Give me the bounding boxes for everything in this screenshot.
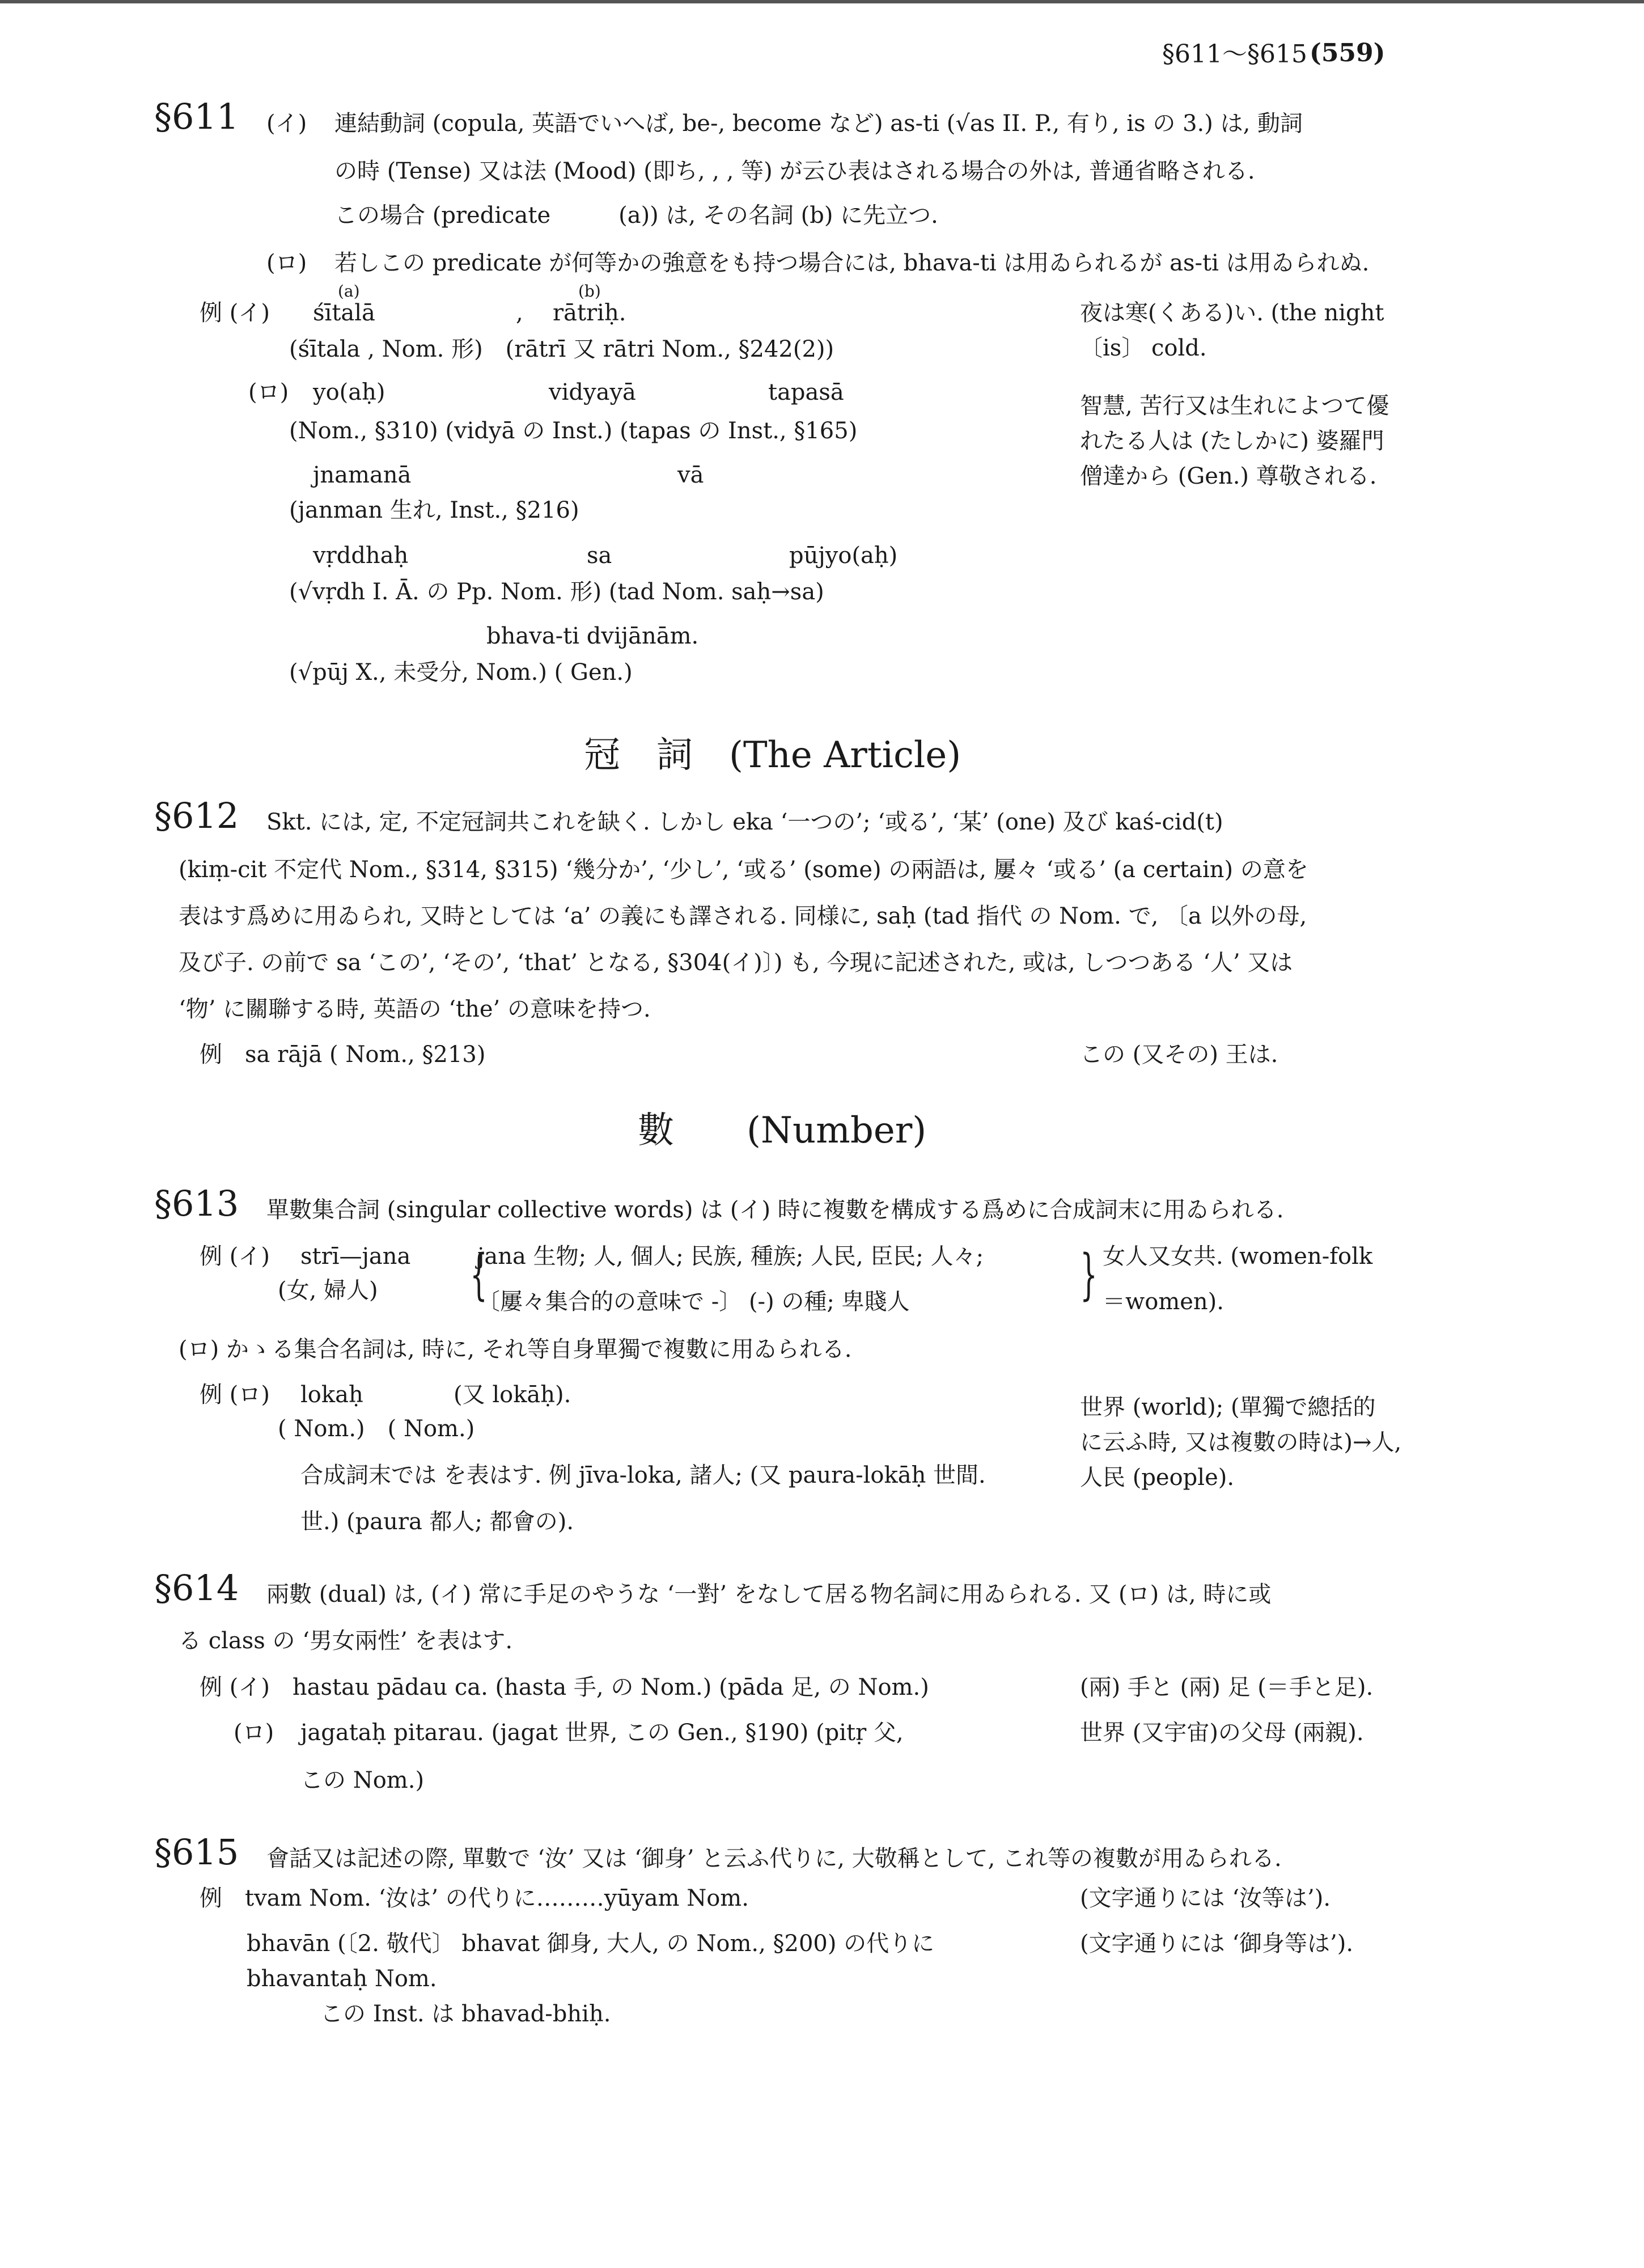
scan-top-edge xyxy=(0,0,1644,3)
section-614-number: §614 xyxy=(154,1567,239,1609)
s611-ro-example-mark: (ロ) xyxy=(248,379,289,405)
s611-sup-b: (b) xyxy=(578,282,601,301)
s611-gloss-1: (śītala , Nom. 形) (rātrī 又 rātri Nom., §242(2)) xyxy=(289,336,834,362)
s612-line-2: (kiṃ-cit 不定代 Nom., §314, §315) ‘幾分か’, ‘少し’, ‘或る’ (some) の兩語は, 屢々 ‘或る’ (a certain) の意を xyxy=(179,857,1308,883)
heading-article: 冠 詞 (The Article) xyxy=(584,734,961,776)
s611-line-1: 連結動詞 (copula, 英語でいへば, be-, become など) as-ti (√as II. P., 有り, is の 3.) は, 動詞 xyxy=(334,111,1303,137)
s611-ro-mark: (ロ) xyxy=(266,250,307,276)
s613-translation-1b: ＝women). xyxy=(1103,1289,1224,1315)
header-page-number: (559) xyxy=(1310,39,1385,67)
s613-example-ro: 例 (ロ) xyxy=(200,1382,270,1408)
s613-gloss-2b: 世.) (paura 都人; 都會の). xyxy=(300,1509,574,1535)
s615-translation-2: (文字通りには ‘御身等は’). xyxy=(1080,1931,1354,1957)
s615-translation-1: (文字通りには ‘汝等は’). xyxy=(1080,1885,1331,1911)
s615-example-2: bhavān (〔2. 敬代〕 bhavat 御身, 大人, の Nom., §200) の代りに xyxy=(247,1931,935,1957)
s613-lokah-gloss: ( Nom.) ( Nom.) xyxy=(278,1416,475,1442)
s611-example-label: 例 (イ) xyxy=(200,300,270,326)
s611-word-sitala: śītalā xyxy=(313,300,375,326)
s613-translation-2a: 世界 (world); (單獨で總括的 xyxy=(1080,1394,1376,1420)
s614-example-2: jagataḥ pitarau. (jagat 世界, この Gen., §190) (pitṛ 父, xyxy=(300,1720,904,1746)
s613-translation-2c: 人民 (people). xyxy=(1080,1465,1235,1491)
s615-example-3: bhavantaḥ Nom. xyxy=(247,1966,437,1992)
s612-example: 例 sa rājā ( Nom., §213) xyxy=(200,1042,486,1068)
s611-word-vidyaya: vidyayā xyxy=(549,379,636,405)
s611-word-ratrih: rātriḥ. xyxy=(553,300,626,326)
s613-jana-line-2: 〔屢々集合的の意味で -〕 (-) の種; 卑賤人 xyxy=(477,1289,910,1315)
s611-comma: , xyxy=(516,300,523,326)
s613-jana-line-1: jana 生物; 人, 個人; 民族, 種族; 人民, 臣民; 人々; xyxy=(477,1243,984,1270)
s614-line-1: 兩數 (dual) は, (イ) 常に手足のやうな ‘一對’ をなして居る物名詞に用ゐられる. 又 (ロ) は, 時に或 xyxy=(266,1581,1272,1607)
s613-line-1: 單數集合詞 (singular collective words) は (イ) 時に複數を構成する爲めに合成詞末に用ゐられる. xyxy=(266,1197,1284,1223)
s611-gloss-2: (Nom., §310) (vidyā の Inst.) (tapas の Inst., §165) xyxy=(289,418,858,444)
s614-translation-2: 世界 (又宇宙)の父母 (兩親). xyxy=(1080,1720,1364,1746)
s614-translation-1: (兩) 手と (兩) 足 (＝手と足). xyxy=(1080,1674,1374,1700)
s611-i-mark: (イ) xyxy=(266,111,307,137)
s614-example-2-mark: (ロ) xyxy=(234,1720,274,1746)
section-611-number: §611 xyxy=(154,96,239,137)
s614-example-1: 例 (イ) hastau pādau ca. (hasta 手, の Nom.) (pāda 足, の Nom.) xyxy=(200,1674,929,1700)
section-612-number: §612 xyxy=(154,795,239,836)
s613-gloss-2a: 合成詞末では を表はす. 例 jīva-loka, 諸人; (又 paura-lokāḥ 世間. xyxy=(300,1462,986,1488)
s611-word-va: vā xyxy=(677,462,704,488)
s613-word-stri-gloss: (女, 婦人) xyxy=(278,1277,378,1304)
s611-gloss-4: (√vṛdh I. Ā. の Pp. Nom. 形) (tad Nom. saḥ→sa) xyxy=(289,579,824,605)
s612-line-4: 及び子. の前で sa ‘この’, ‘その’, ‘that’ となる, §304(イ)〕) も, 今現に記述された, 或は, しつつある ‘人’ 又は xyxy=(179,950,1293,976)
s615-line-1: 會話又は記述の際, 單數で ‘汝’ 又は ‘御身’ と云ふ代りに, 大敬稱として, これ等の複數が用ゐられる. xyxy=(266,1846,1282,1872)
s613-word-lokah-2: (又 lokāḥ). xyxy=(454,1382,571,1408)
heading-number: 數 (Number) xyxy=(638,1110,927,1152)
s612-line-3: 表はす爲めに用ゐられ, 又時としては ‘a’ の義にも譯される. 同様に, saḥ (tad 指代 の Nom. で, 〔a 以外の母, xyxy=(179,903,1307,929)
s611-word-yoah: yo(aḥ) xyxy=(313,379,385,405)
s611-translation-1b: 〔is〕 cold. xyxy=(1080,335,1207,361)
s611-word-jnamana: jnamanā xyxy=(313,462,412,488)
s611-translation-2c: 僧達から (Gen.) 尊敬される. xyxy=(1080,463,1377,489)
header-section-range: §611～§615 xyxy=(1162,40,1307,69)
section-615-number: §615 xyxy=(154,1831,239,1873)
s611-word-vrddhah: vṛddhaḥ xyxy=(313,543,409,569)
s613-ro-line: (ロ) かゝる集合名詞は, 時に, それ等自身單獨で複數に用ゐられる. xyxy=(179,1336,852,1363)
s611-line-4: 若しこの predicate が何等かの強意をも持つ場合には, bhava-ti は用ゐられるが as-ti は用ゐられぬ. xyxy=(334,250,1370,276)
section-613-number: §613 xyxy=(154,1183,239,1224)
s613-example-i: 例 (イ) xyxy=(200,1243,270,1270)
s611-translation-2a: 智慧, 苦行又は生れによつて優 xyxy=(1080,393,1389,419)
s613-translation-2b: に云ふ時, 又は複數の時は)→人, xyxy=(1080,1429,1402,1455)
s614-example-2b: この Nom.) xyxy=(300,1767,425,1793)
s614-line-2: る class の ‘男女兩性’ を表はす. xyxy=(179,1628,513,1654)
s611-gloss-3: (janman 生れ, Inst., §216) xyxy=(289,497,579,523)
s611-word-pujyo: pūjyo(aḥ) xyxy=(789,543,898,569)
s612-line-5: ‘物’ に關聯する時, 英語の ‘the’ の意味を持つ. xyxy=(179,996,651,1022)
s611-line-2: の時 (Tense) 又は法 (Mood) (即ち, , , 等) が云ひ表はされる場合の外は, 普通省略される. xyxy=(334,158,1255,184)
s611-word-tapasa: tapasā xyxy=(768,379,844,405)
s611-line-3: この場合 (predicate (a)) は, その名詞 (b) に先立つ. xyxy=(334,202,938,229)
s613-word-stri: strī—jana xyxy=(300,1243,411,1270)
s613-brace-right: } xyxy=(1080,1243,1098,1306)
s613-brace-left: { xyxy=(470,1243,488,1306)
s612-translation: この (又その) 王は. xyxy=(1080,1042,1278,1068)
s611-translation-1a: 夜は寒(くある)い. (the night xyxy=(1080,300,1384,326)
s613-translation-1a: 女人又女共. (women-folk xyxy=(1103,1243,1373,1270)
s611-gloss-5: (√pūj X., 未受分, Nom.) ( Gen.) xyxy=(289,659,633,686)
s611-translation-2b: れたる人は (たしかに) 婆羅門 xyxy=(1080,428,1384,454)
s615-example-1: 例 tvam Nom. ‘汝は’ の代りに………yūyam Nom. xyxy=(200,1885,749,1911)
s615-example-4: この Inst. は bhavad-bhiḥ. xyxy=(320,2001,611,2027)
s612-line-1: Skt. には, 定, 不定冠詞共これを缺く. しかし eka ‘一つの’; ‘或る’, ‘某’ (one) 及び kaś-cid(t) xyxy=(266,809,1223,835)
s613-word-lokah: lokaḥ xyxy=(300,1382,363,1408)
s611-sup-a: (a) xyxy=(338,282,360,301)
s611-word-bhava: bhava-ti dvijānām. xyxy=(486,623,699,649)
s611-word-sa: sa xyxy=(587,543,612,569)
